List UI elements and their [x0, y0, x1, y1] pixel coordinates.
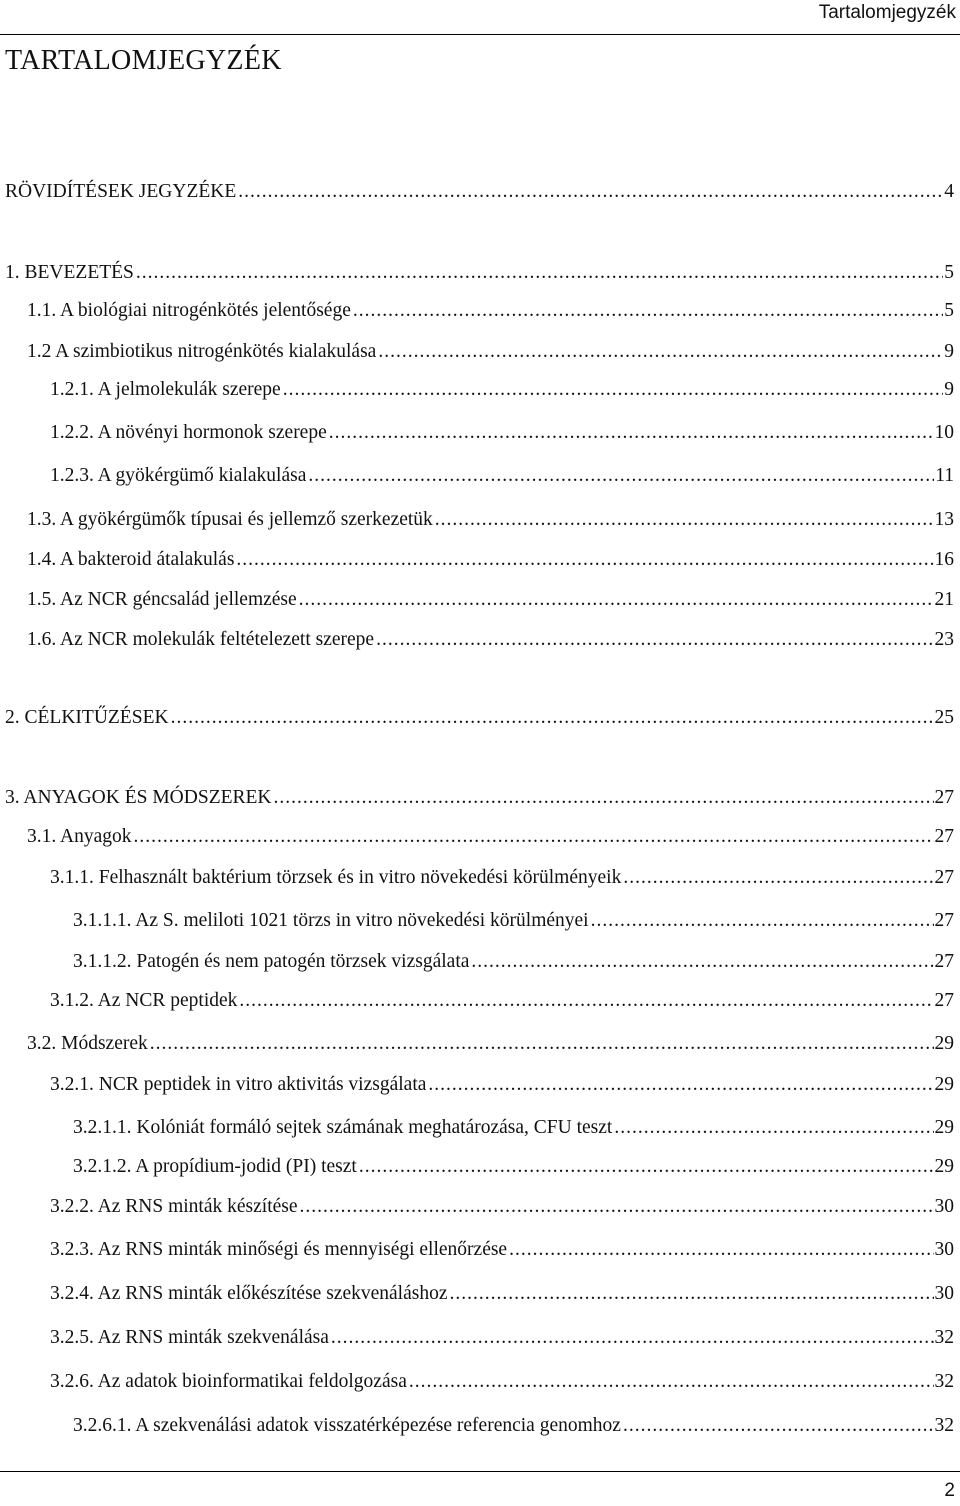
toc-entry[interactable] — [50, 1238, 954, 1262]
toc-dot-leader — [136, 261, 943, 285]
toc-entry-label: 2. CÉLKITŰZÉSEK — [5, 707, 169, 728]
toc-entry-label: 1.5. Az NCR géncsalád jellemzése — [27, 589, 297, 610]
toc-entry-label: 1.3. A gyökérgümők típusai és jellemző szerkezetük — [27, 509, 433, 530]
toc-entry-page: 29 — [934, 1074, 954, 1095]
toc-entry-label: 1.1. A biológiai nitrogénkötés jelentősége — [27, 300, 351, 321]
toc-entry[interactable] — [50, 866, 954, 890]
toc-dot-leader — [591, 909, 934, 933]
toc-entry-page: 32 — [934, 1327, 954, 1348]
toc-entry-page: 11 — [935, 465, 954, 486]
page-footer — [0, 1471, 960, 1506]
toc-entry-label: RÖVIDÍTÉSEK JEGYZÉKE — [5, 181, 237, 202]
toc-dot-leader — [623, 866, 933, 890]
toc-dot-leader — [329, 421, 934, 445]
toc-entry-label: 3.2.6.1. A szekvenálási adatok visszatérképezése referencia genomhoz — [73, 1415, 621, 1436]
toc-entry-page: 5 — [944, 262, 954, 283]
toc-entry[interactable] — [50, 1282, 954, 1306]
toc-entry-label: 3.2.3. Az RNS minták minőségi és mennyiségi ellenőrzése — [50, 1239, 508, 1260]
toc-dot-leader — [376, 628, 933, 652]
toc-dot-leader — [308, 464, 934, 488]
toc-entry[interactable] — [50, 421, 954, 445]
toc-entry[interactable] — [50, 464, 954, 488]
toc-entry-label: 1.2.1. A jelmolekulák szerepe — [50, 379, 281, 400]
toc-entry-label: 3.2.1.2. A propídium-jodid (PI) teszt — [73, 1156, 357, 1177]
toc-entry-label: 1.2.3. A gyökérgümő kialakulása — [50, 465, 307, 486]
toc-entry[interactable] — [27, 1032, 954, 1056]
toc-entry[interactable] — [5, 180, 954, 204]
toc-entry-label: 3.2.2. Az RNS minták készítése — [50, 1196, 298, 1217]
toc-entry-label: 3.1. Anyagok — [27, 826, 132, 847]
toc-entry[interactable] — [27, 508, 954, 532]
toc-entry[interactable] — [50, 1195, 954, 1219]
toc-entry-label: 3.2.1. NCR peptidek in vitro aktivitás vizsgálata — [50, 1074, 427, 1095]
toc-dot-leader — [300, 1195, 934, 1219]
toc-dot-leader — [509, 1238, 933, 1262]
toc-entry[interactable] — [5, 261, 954, 285]
toc-dot-leader — [283, 378, 944, 402]
toc-entry-label: 3.1.1.2. Patogén és nem patogén törzsek vizsgálata — [73, 951, 470, 972]
toc-entry-page: 30 — [934, 1239, 954, 1260]
toc-entry-label: 1.2 A szimbiotikus nitrogénkötés kialakulása — [27, 341, 377, 362]
toc-entry-label: 1.2.2. A növényi hormonok szerepe — [50, 422, 327, 443]
toc-entry[interactable] — [50, 1073, 954, 1097]
toc-entry-label: 3.2.6. Az adatok bioinformatikai feldolgozása — [50, 1371, 407, 1392]
toc-entry-page: 30 — [934, 1196, 954, 1217]
toc-entry[interactable] — [27, 299, 954, 323]
toc-dot-leader — [171, 706, 934, 730]
toc-dot-leader — [428, 1073, 933, 1097]
toc-entry-page: 32 — [934, 1371, 954, 1392]
toc-entry[interactable] — [50, 378, 954, 402]
toc-entry-page: 27 — [934, 990, 954, 1011]
toc-dot-leader — [623, 1414, 934, 1438]
toc-entry[interactable] — [5, 706, 954, 730]
toc-dot-leader — [236, 548, 933, 572]
toc-entry[interactable] — [73, 1116, 954, 1140]
toc-entry-page: 32 — [934, 1415, 954, 1436]
toc-entry-label: 3.1.1.1. Az S. meliloti 1021 törzs in vitro növekedési körülményei — [73, 910, 589, 931]
toc-dot-leader — [449, 1282, 933, 1306]
toc-entry[interactable] — [27, 340, 954, 364]
toc-entry-page: 27 — [934, 867, 954, 888]
toc-dot-leader — [435, 508, 934, 532]
page-title: TARTALOMJEGYZÉK — [5, 45, 282, 76]
toc-entry[interactable] — [50, 1370, 954, 1394]
toc-entry-page: 29 — [934, 1033, 954, 1054]
toc-entry-page: 27 — [934, 910, 954, 931]
toc-entry-label: 3.2.5. Az RNS minták szekvenálása — [50, 1327, 329, 1348]
toc-entry-page: 27 — [934, 951, 954, 972]
toc-dot-leader — [238, 180, 943, 204]
toc-entry-page: 9 — [944, 341, 954, 362]
toc-dot-leader — [274, 786, 934, 810]
toc-entry-page: 25 — [934, 707, 954, 728]
toc-entry-label: 1.6. Az NCR molekulák feltételezett szerepe — [27, 629, 375, 650]
toc-dot-leader — [409, 1370, 934, 1394]
toc-entry-label: 3.2.4. Az RNS minták előkészítése szekvenáláshoz — [50, 1283, 448, 1304]
toc-dot-leader — [359, 1155, 934, 1179]
toc-entry[interactable] — [27, 548, 954, 572]
toc-entry[interactable] — [73, 1155, 954, 1179]
toc-dot-leader — [299, 588, 934, 612]
toc-dot-leader — [471, 950, 933, 974]
toc-entry-page: 13 — [934, 509, 954, 530]
toc-entry-page: 4 — [944, 181, 954, 202]
toc-entry-page: 29 — [934, 1117, 954, 1138]
toc-entry[interactable] — [27, 628, 954, 652]
toc-dot-leader — [150, 1032, 934, 1056]
toc-entry[interactable] — [73, 909, 954, 933]
toc-entry-label: 3.1.2. Az NCR peptidek — [50, 990, 238, 1011]
toc-dot-leader — [614, 1116, 933, 1140]
toc-dot-leader — [239, 989, 933, 1013]
toc-entry[interactable] — [73, 950, 954, 974]
toc-entry-page: 23 — [934, 629, 954, 650]
toc-entry[interactable] — [27, 825, 954, 849]
toc-entry[interactable] — [50, 1326, 954, 1350]
toc-entry-label: 1.4. A bakteroid átalakulás — [27, 549, 235, 570]
toc-entry[interactable] — [5, 786, 954, 810]
toc-dot-leader — [331, 1326, 934, 1350]
toc-entry-page: 29 — [934, 1156, 954, 1177]
toc-entry-page: 27 — [934, 787, 954, 808]
running-header-title: Tartalomjegyzék — [818, 2, 956, 23]
toc-dot-leader — [378, 340, 943, 364]
toc-entry-page: 16 — [934, 549, 954, 570]
toc-entry-page: 21 — [934, 589, 954, 610]
toc-entry-page: 27 — [934, 826, 954, 847]
toc-entry-page: 9 — [944, 379, 954, 400]
toc-entry-label: 1. BEVEZETÉS — [5, 262, 134, 283]
toc-entry-label: 3.2. Módszerek — [27, 1033, 148, 1054]
toc-entry[interactable] — [27, 588, 954, 612]
toc-entry-label: 3. ANYAGOK ÉS MÓDSZEREK — [5, 787, 272, 808]
toc-entry[interactable] — [50, 989, 954, 1013]
page-number: 2 — [944, 1480, 955, 1501]
toc-entry-page: 5 — [944, 300, 954, 321]
toc-entry-label: 3.1.1. Felhasznált baktérium törzsek és in vitro növekedési körülményeik — [50, 867, 622, 888]
toc-entry[interactable] — [73, 1414, 954, 1438]
toc-entry-page: 30 — [934, 1283, 954, 1304]
toc-entry-label: 3.2.1.1. Kolóniát formáló sejtek számának meghatározása, CFU teszt — [73, 1117, 613, 1138]
toc-dot-leader — [353, 299, 943, 323]
toc-dot-leader — [134, 825, 934, 849]
toc-entry-page: 10 — [934, 422, 954, 443]
